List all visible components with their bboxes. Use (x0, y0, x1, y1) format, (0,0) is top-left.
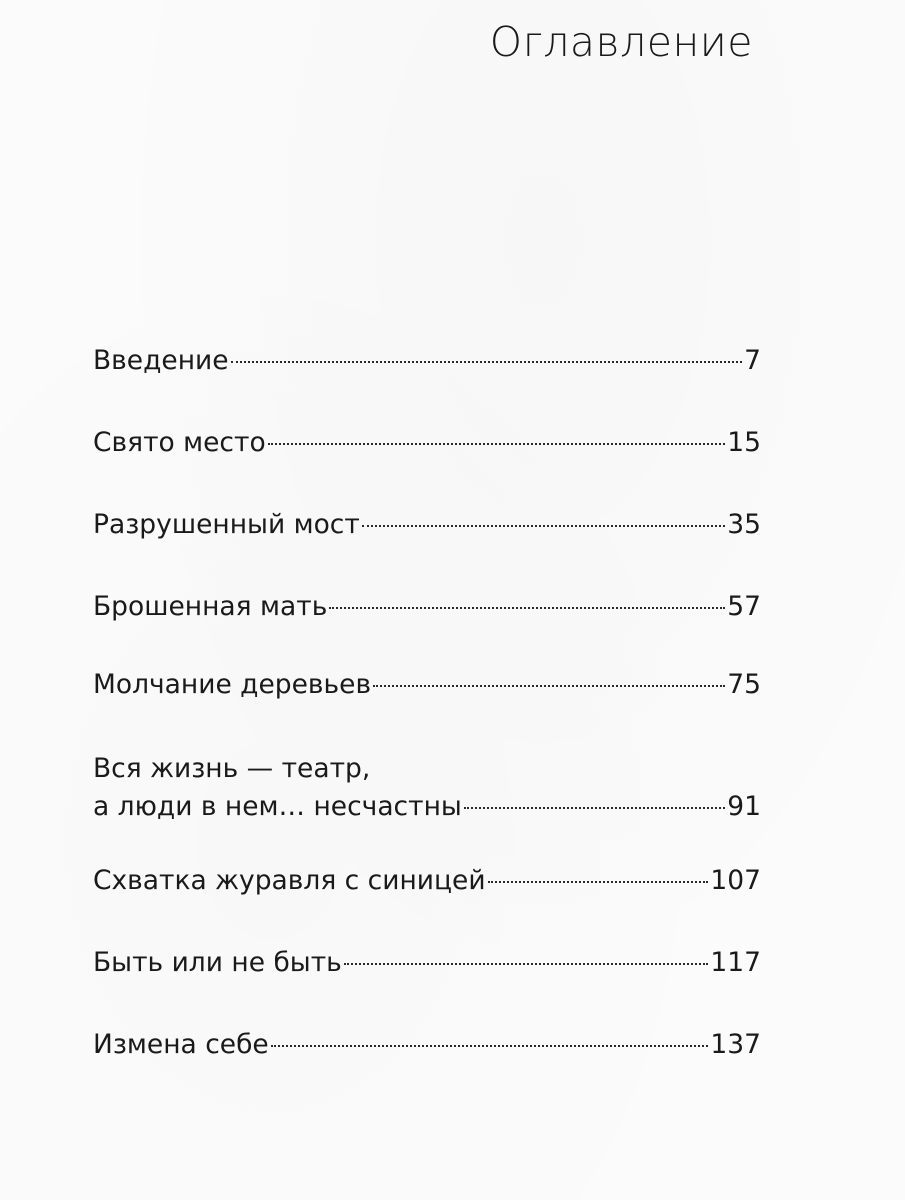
toc-entry-title: Свято место (93, 427, 266, 458)
toc-entry-page: 15 (727, 427, 761, 458)
toc-entry (93, 1026, 761, 1064)
toc-entry (93, 424, 761, 462)
toc-entry (93, 666, 761, 704)
toc-leader-dots (271, 1045, 709, 1047)
toc-entry-title: Быть или не быть (93, 947, 342, 978)
page-title: Оглавление (489, 18, 753, 66)
toc-entry-page: 91 (727, 791, 761, 823)
toc-entry (93, 750, 761, 827)
toc-leader-dots (268, 443, 726, 445)
toc-entry-page: 117 (710, 947, 761, 978)
toc-entry-title: Схватка журавля с синицей (93, 865, 486, 896)
toc-leader-dots (344, 963, 709, 965)
toc-entry-page: 7 (744, 345, 761, 376)
toc-leader-dots (464, 807, 725, 809)
toc-entry (93, 862, 761, 900)
toc-leader-dots (329, 607, 725, 609)
toc-entry-title: Молчание деревьев (93, 669, 372, 700)
toc-entry-title: Измена себе (93, 1029, 269, 1060)
toc-entry-title: Разрушенный мост (93, 509, 360, 540)
toc-entry (93, 342, 761, 380)
toc-leader-dots (231, 361, 743, 363)
toc-entry-title: а люди в нем… несчастны (93, 791, 462, 823)
toc-entry-page: 107 (710, 865, 761, 896)
toc-leader-dots (373, 685, 725, 687)
toc-leader-dots (362, 525, 725, 527)
toc-leader-dots (488, 881, 709, 883)
toc-entry (93, 506, 761, 544)
toc-entry-page: 35 (727, 509, 761, 540)
toc-entry (93, 944, 761, 982)
toc-entry-title: Брошенная мать (93, 591, 328, 622)
toc-entry (93, 588, 761, 626)
toc-entry-page: 137 (710, 1029, 761, 1060)
toc-entry-page: 75 (727, 669, 761, 700)
toc-entry-title: Введение (93, 345, 229, 376)
toc-entry-page: 57 (727, 591, 761, 622)
toc-entry-title-line1: Вся жизнь — театр, (93, 753, 371, 784)
